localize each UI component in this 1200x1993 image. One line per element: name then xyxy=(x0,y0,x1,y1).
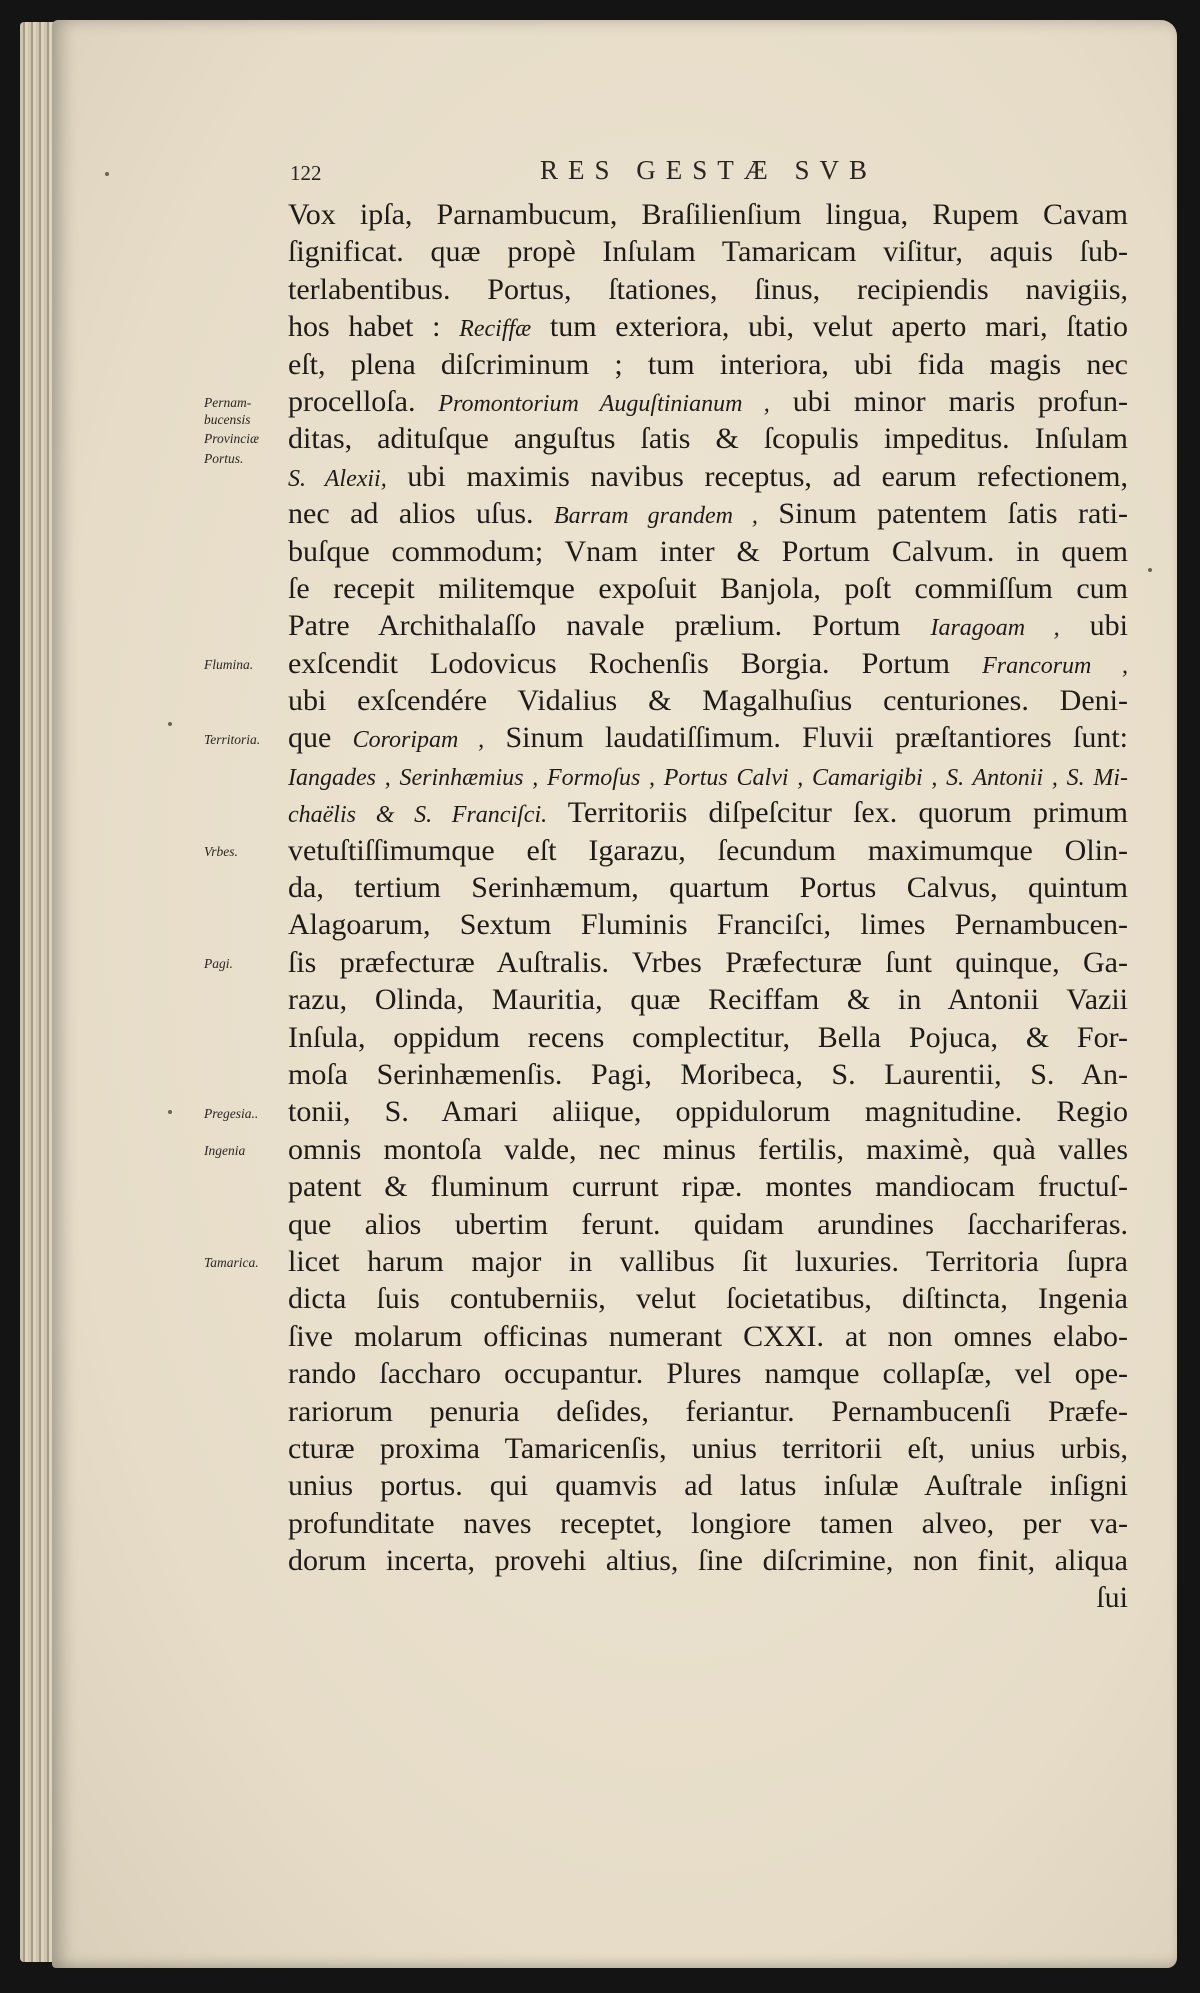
text-run: tonii, S. Amari aliique, oppidulorum magnitudine. Regio xyxy=(288,1095,1128,1129)
text-line xyxy=(288,1093,1128,1130)
text-run: patent & fluminum currunt ripæ. montes mandiocam fructuſ- xyxy=(288,1170,1128,1204)
text-line xyxy=(288,233,1128,270)
text-run: procelloſa. xyxy=(288,384,439,418)
text-run: ubi xyxy=(1059,609,1128,643)
page-header xyxy=(0,155,1200,195)
text-run: rando ſaccharo occupantur. Plures namque collapſæ, vel ope- xyxy=(288,1357,1128,1391)
margin-note: Territoria. xyxy=(204,731,261,747)
text-run: buſque commodum; Vnam inter & Portum Calvum. in quem xyxy=(288,534,1128,568)
text-line xyxy=(288,682,1128,719)
text-line xyxy=(288,458,1128,495)
text-line xyxy=(288,944,1128,981)
text-line xyxy=(288,757,1128,794)
margin-note: Pagi. xyxy=(204,956,233,971)
text-run: dorum incerta, provehi altius, ſine diſcrimine, non finit, aliqua xyxy=(288,1544,1128,1578)
text-line xyxy=(288,719,1128,756)
text-run: ditas, adituſque anguſtus ſatis & ſcopulis impeditus. Inſulam xyxy=(288,422,1128,456)
text-run: rariorum penuria deſides, feriantur. Pernambucenſi Præfe- xyxy=(288,1394,1128,1428)
text-line xyxy=(288,271,1128,308)
text-run: Alagoarum, Sextum Fluminis Franciſci, limes Pernambucen- xyxy=(288,908,1128,942)
text-run: cturæ proxima Tamaricenſis, unius territorii eſt, unius urbis, xyxy=(288,1431,1128,1465)
margin-note: Provinciæ xyxy=(204,430,259,446)
text-run: Sinum patentem ſatis rati- xyxy=(757,497,1128,531)
text-run: Territoriis diſpeſcitur ſex. quorum primum xyxy=(547,796,1128,830)
text-line xyxy=(288,420,1128,457)
text-run: exſcendit Lodovicus Rochenſis Borgia. Portum xyxy=(288,646,983,680)
text-run: eſt, plena diſcriminum ; tum interiora, ubi fida magis nec xyxy=(288,347,1128,381)
text-line xyxy=(288,645,1128,682)
text-run: que alios ubertim ferunt. quidam arundines ſacchariferas. xyxy=(288,1207,1128,1241)
italic-text: Francorum , xyxy=(982,652,1128,679)
speck xyxy=(1148,568,1152,572)
text-line xyxy=(288,1542,1128,1579)
text-line xyxy=(288,1467,1128,1504)
text-line xyxy=(288,906,1128,943)
text-line xyxy=(288,1168,1128,1205)
text-line xyxy=(288,308,1128,345)
text-run: licet harum major in vallibus ſit luxuries. Territoria ſupra xyxy=(288,1244,1128,1278)
text-line xyxy=(288,869,1128,906)
margin-note: Ingenia xyxy=(204,1143,246,1158)
text-line xyxy=(288,533,1128,570)
italic-text: Iangades , Serinhæmius , Formoſus , Portus Calvi , Camarigibi , S. Antonii , S. Mi- xyxy=(288,764,1128,791)
text-run: ſe recepit militemque expoſuit Banjola, poſt commiſſum cum xyxy=(288,571,1128,605)
text-run: omnis montoſa valde, nec minus fertilis, maximè, quà valles xyxy=(288,1132,1128,1166)
text-line xyxy=(288,607,1128,644)
page-number: 122 xyxy=(290,161,322,185)
text-run: que xyxy=(288,721,353,755)
text-line xyxy=(288,570,1128,607)
margin-note: Pernam- xyxy=(204,395,252,410)
body-text xyxy=(288,196,1128,1617)
text-run: nec ad alios uſus. xyxy=(288,497,554,531)
text-line xyxy=(288,794,1128,831)
margin-note: Pregesia.. xyxy=(204,1105,259,1121)
text-run: Patre Archithalaſſo navale prælium. Portum xyxy=(288,609,931,643)
italic-text: Promontorium Auguſtinianum , xyxy=(438,390,770,417)
italic-text: chaëlis & S. Franciſci. xyxy=(288,802,548,829)
text-line xyxy=(288,1019,1128,1056)
text-run: unius portus. qui quamvis ad latus inſulæ Auſtrale inſigni xyxy=(288,1469,1128,1503)
text-line xyxy=(288,1393,1128,1430)
running-head: RES GESTÆ SVB xyxy=(540,155,878,185)
text-run: ſignificat. quæ propè Inſulam Tamaricam viſitur, aquis ſub- xyxy=(288,235,1128,269)
text-run: tum exteriora, ubi, velut aperto mari, ſtatio xyxy=(531,310,1128,344)
text-line xyxy=(288,1206,1128,1243)
text-line xyxy=(288,1243,1128,1280)
text-line xyxy=(288,196,1128,233)
margin-note: Flumina. xyxy=(204,656,254,672)
italic-text: Reciffæ xyxy=(459,316,532,343)
text-run: hos habet : xyxy=(288,310,460,344)
margin-note: Tamarica. xyxy=(204,1255,259,1271)
text-run: ſis præfecturæ Auſtralis. Vrbes Præfecturæ ſunt quinque, Ga- xyxy=(288,945,1128,979)
margin-note: bucensis xyxy=(204,411,251,427)
text-line xyxy=(288,832,1128,869)
text-run: ubi exſcendére Vidalius & Magalhuſius centuriones. Deni- xyxy=(288,684,1128,718)
text-line xyxy=(288,1430,1128,1467)
speck xyxy=(168,722,172,726)
italic-text: Cororipam , xyxy=(352,727,485,754)
text-run: profunditate naves receptet, longiore tamen alveo, per va- xyxy=(288,1506,1128,1540)
text-run: vetuſtiſſimumque eſt Igarazu, ſecundum maximumque Olin- xyxy=(288,833,1128,867)
speck xyxy=(168,1110,172,1114)
text-line xyxy=(288,1579,1128,1616)
italic-text: Iaragoam , xyxy=(930,615,1060,642)
italic-text: Barram grandem , xyxy=(553,503,758,530)
text-line xyxy=(288,1505,1128,1542)
text-line xyxy=(288,1318,1128,1355)
text-run: Inſula, oppidum recens complectitur, Bella Pojuca, & For- xyxy=(288,1020,1128,1054)
text-run: dicta ſuis contuberniis, velut ſocietatibus, diſtincta, Ingenia xyxy=(288,1282,1128,1316)
text-run: moſa Serinhæmenſis. Pagi, Moribeca, S. Laurentii, S. An- xyxy=(288,1057,1128,1091)
margin-note: Vrbes. xyxy=(204,843,238,859)
text-run: Vox ipſa, Parnambucum, Braſilienſium lingua, Rupem Cavam xyxy=(288,198,1128,231)
text-line xyxy=(288,346,1128,383)
text-run: terlabentibus. Portus, ſtationes, ſinus, recipiendis navigiis, xyxy=(288,272,1128,306)
text-line xyxy=(288,1280,1128,1317)
text-run: ſui xyxy=(1096,1581,1128,1615)
text-run: Sinum laudatiſſimum. Fluvii præſtantiores ſunt: xyxy=(484,721,1129,755)
text-line xyxy=(288,383,1128,420)
text-line xyxy=(288,495,1128,532)
italic-text: S. Alexii, xyxy=(288,465,387,492)
text-line xyxy=(288,1056,1128,1093)
text-line xyxy=(288,981,1128,1018)
margin-note: Portus. xyxy=(204,451,244,467)
text-run: razu, Olinda, Mauritia, quæ Reciffam & in Antonii Vazii xyxy=(288,983,1128,1017)
text-run: ubi maximis navibus receptus, ad earum refectionem, xyxy=(386,459,1128,493)
text-run: ubi minor maris profun- xyxy=(769,384,1128,418)
text-line xyxy=(288,1355,1128,1392)
text-run: da, tertium Serinhæmum, quartum Portus Calvus, quintum xyxy=(288,871,1128,905)
text-line xyxy=(288,1131,1128,1168)
text-run: ſive molarum officinas numerant CXXI. at non omnes elabo- xyxy=(288,1319,1128,1353)
